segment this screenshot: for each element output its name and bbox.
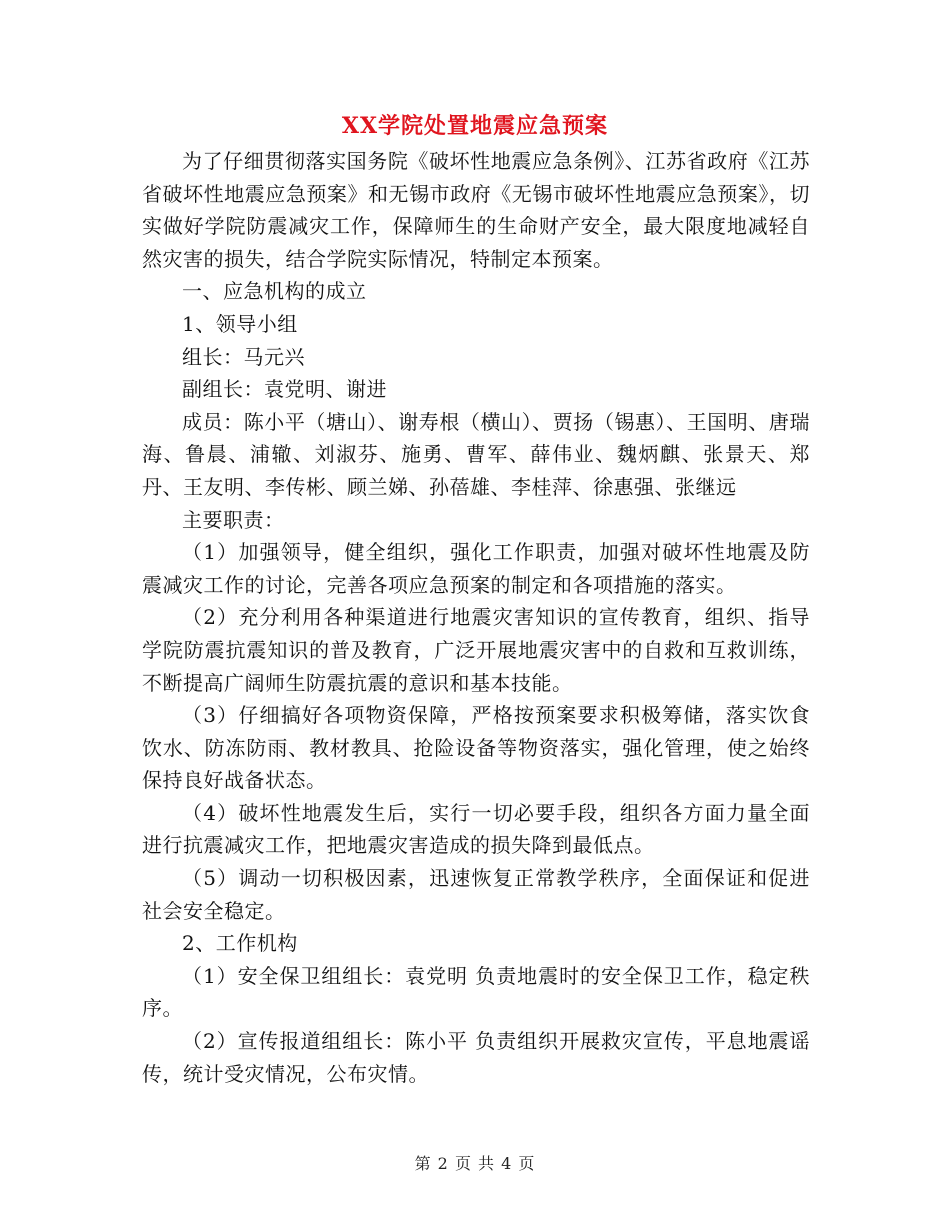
working-group-item: （2）宣传报道组组长：陈小平 负责组织开展救灾宣传，平息地震谣传，统计受灾情况，公布灾情。: [142, 1029, 810, 1086]
deputy-leader-line: 副组长：袁党明、谢进: [182, 377, 387, 402]
working-group-item: （1）安全保卫组组长：袁党明 负责地震时的安全保卫工作，稳定秩序。: [142, 963, 810, 1021]
duty-item: （1）加强领导，健全组织，强化工作职责，加强对破坏性地震及防震减灾工作的讨论，完善各项应急预案的制定和各项措施的落实。: [142, 540, 810, 597]
document-title: XX学院处置地震应急预案: [341, 113, 609, 139]
intro-paragraph: 为了仔细贯彻落实国务院《破坏性地震应急条例》、江苏省政府《江苏省破坏性地震应急预案》和无锡市政府《无锡市破坏性地震应急预案》，切实做好学院防震减灾工作，保障师生的生命财产安全，最大限度地减轻自然灾害的损失，结合学院实际情况，特制定本预案。: [142, 149, 810, 271]
duty-item: （4）破坏性地震发生后，实行一切必要手段，组织各方面力量全面进行抗震减灾工作，把地震灾害造成的损失降到最低点。: [142, 800, 810, 858]
duties-heading: 主要职责：: [182, 507, 285, 532]
section-heading: 一、应急机构的成立: [182, 279, 367, 304]
duty-item: （3）仔细搞好各项物资保障，严格按预案要求积极筹储，落实饮食饮水、防冻防雨、教材教具、抢险设备等物资落实，强化管理，使之始终保持良好战备状态。: [142, 703, 810, 793]
subsection-heading: 1、领导小组: [182, 311, 298, 336]
document-body: [142, 145, 810, 1090]
leader-line: 组长：马元兴: [182, 344, 305, 369]
members-paragraph: 成员：陈小平（塘山）、谢寿根（横山）、贾扬（锡惠）、王国明、唐瑞海、鲁晨、浦辙、刘淑芬、施勇、曹军、薛伟业、魏炳麒、张景天、郑丹、王友明、李传彬、顾兰娣、孙蓓雄、李桂萍、徐惠强、张继远: [142, 409, 810, 499]
duty-item: （2）充分利用各种渠道进行地震灾害知识的宣传教育，组织、指导学院防震抗震知识的普及教育，广泛开展地震灾害中的自救和互救训练，不断提高广阔师生防震抗震的意识和基本技能。: [142, 605, 810, 695]
page-footer: 第 2 页 共 4 页: [414, 1154, 536, 1173]
subsection-heading: 2、工作机构: [182, 931, 298, 956]
duty-item: （5）调动一切积极因素，迅速恢复正常教学秩序，全面保证和促进社会安全稳定。: [142, 866, 810, 923]
